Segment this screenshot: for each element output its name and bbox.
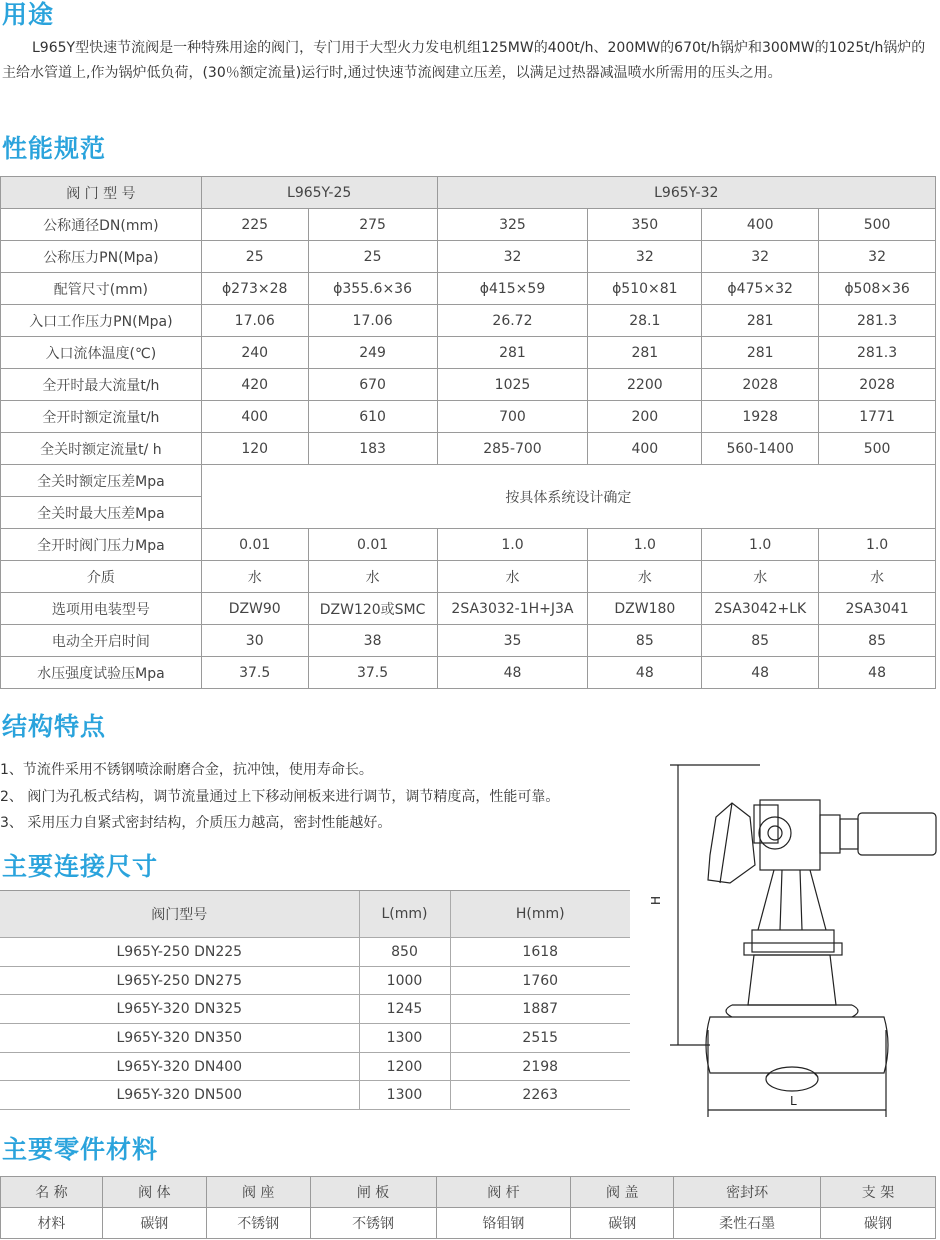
- conn-cell: L965Y-320 DN325: [0, 995, 359, 1024]
- conn-cell: L965Y-320 DN500: [0, 1081, 359, 1110]
- spec-row: [1, 401, 936, 433]
- spec-row: [1, 529, 936, 561]
- conn-header: H(mm): [450, 891, 630, 938]
- spec-cell: 500: [819, 209, 936, 241]
- spec-cell: 1928: [702, 401, 819, 433]
- spec-cell: 2028: [702, 369, 819, 401]
- feature-item: 1、节流件采用不锈钢喷涂耐磨合金，抗冲蚀，使用寿命长。: [0, 762, 373, 778]
- section-title-connection: 主要连接尺寸: [2, 852, 159, 881]
- spec-row-label: 全关时最大压差Mpa: [1, 497, 202, 529]
- spec-cell: 200: [588, 401, 702, 433]
- spec-cell: 32: [702, 241, 819, 273]
- conn-cell: 2263: [450, 1081, 630, 1110]
- spec-cell: 水: [702, 561, 819, 593]
- spec-row-label: 配管尺寸(mm): [1, 273, 202, 305]
- spec-row-label: 全关时额定流量t/ h: [1, 433, 202, 465]
- conn-header: L(mm): [359, 891, 450, 938]
- conn-cell: 1200: [359, 1052, 450, 1081]
- spec-cell: DZW180: [588, 593, 702, 625]
- spec-cell: 1025: [437, 369, 588, 401]
- spec-cell: 700: [437, 401, 588, 433]
- conn-row: [0, 1081, 630, 1110]
- spec-cell: 32: [819, 241, 936, 273]
- materials-header: 阀 座: [206, 1177, 310, 1208]
- spec-cell: 水: [308, 561, 437, 593]
- materials-header: 闸 板: [310, 1177, 436, 1208]
- conn-cell: 2515: [450, 1024, 630, 1053]
- spec-cell: 1.0: [588, 529, 702, 561]
- materials-cell: 不锈钢: [310, 1208, 436, 1239]
- spec-cell: ϕ273×28: [201, 273, 308, 305]
- spec-row: [1, 273, 936, 305]
- spec-row-label: 入口工作压力PN(Mpa): [1, 305, 202, 337]
- spec-cell: 281: [588, 337, 702, 369]
- spec-cell: 85: [588, 625, 702, 657]
- spec-cell: 2SA3032-1H+J3A: [437, 593, 588, 625]
- section-title-materials: 主要零件材料: [2, 1135, 159, 1164]
- spec-cell: 25: [308, 241, 437, 273]
- spec-cell: 0.01: [308, 529, 437, 561]
- spec-cell: 281: [437, 337, 588, 369]
- spec-cell: 500: [819, 433, 936, 465]
- spec-cell: 85: [702, 625, 819, 657]
- feature-item: 3、 采用压力自紧式密封结构，介质压力越高，密封性能越好。: [0, 815, 392, 831]
- materials-header-row: [1, 1177, 936, 1208]
- spec-row-label: 电动全开启时间: [1, 625, 202, 657]
- conn-cell: 1887: [450, 995, 630, 1024]
- spec-row-label: 公称压力PN(Mpa): [1, 241, 202, 273]
- usage-paragraph: L965Y型快速节流阀是一种特殊用途的阀门，专门用于大型火力发电机组125MW的400t/h、200MW的670t/h锅炉和300MW的1025t/h锅炉的主给水管道上,作为锅炉低负荷，(30％额定流量)运行时,通过快速节流阀建立压差，以满足过热器减温喷水所需用的压头之用。: [2, 40, 926, 81]
- spec-cell: 0.01: [201, 529, 308, 561]
- spec-row-label: 介质: [1, 561, 202, 593]
- spec-cell: 2SA3041: [819, 593, 936, 625]
- spec-cell: ϕ508×36: [819, 273, 936, 305]
- spec-cell: 285-700: [437, 433, 588, 465]
- spec-cell: ϕ510×81: [588, 273, 702, 305]
- spec-cell: 183: [308, 433, 437, 465]
- spec-cell: 2SA3042+LK: [702, 593, 819, 625]
- materials-header: 阀 杆: [436, 1177, 571, 1208]
- spec-row: [1, 369, 936, 401]
- materials-cell: 碳钢: [102, 1208, 206, 1239]
- spec-row-label: 公称通径DN(mm): [1, 209, 202, 241]
- spec-cell: ϕ355.6×36: [308, 273, 437, 305]
- spec-cell: 48: [819, 657, 936, 689]
- section-title-spec: 性能规范: [2, 134, 107, 163]
- conn-row: [0, 995, 630, 1024]
- conn-cell: L965Y-320 DN350: [0, 1024, 359, 1053]
- conn-row: [0, 1024, 630, 1053]
- spec-row: [1, 561, 936, 593]
- spec-cell: 610: [308, 401, 437, 433]
- spec-cell: 水: [201, 561, 308, 593]
- features-list: [0, 757, 559, 837]
- spec-cell: 240: [201, 337, 308, 369]
- spec-cell: 26.72: [437, 305, 588, 337]
- conn-row: [0, 966, 630, 995]
- conn-row: [0, 938, 630, 967]
- spec-row: [1, 625, 936, 657]
- spec-cell: 28.1: [588, 305, 702, 337]
- spec-cell: ϕ475×32: [702, 273, 819, 305]
- spec-cell: 670: [308, 369, 437, 401]
- spec-row-label: 全开时额定流量t/h: [1, 401, 202, 433]
- conn-header: 阀门型号: [0, 891, 359, 938]
- spec-cell: 120: [201, 433, 308, 465]
- spec-cell: 17.06: [201, 305, 308, 337]
- spec-model-b: L965Y-32: [437, 177, 935, 209]
- spec-row: [1, 209, 936, 241]
- materials-cell: 不锈钢: [206, 1208, 310, 1239]
- materials-cell: 材料: [1, 1208, 103, 1239]
- conn-row: [0, 1052, 630, 1081]
- materials-cell: 碳钢: [571, 1208, 674, 1239]
- spec-row: [1, 305, 936, 337]
- spec-cell: 48: [588, 657, 702, 689]
- conn-cell: 1000: [359, 966, 450, 995]
- spec-cell: 水: [819, 561, 936, 593]
- spec-cell: 37.5: [308, 657, 437, 689]
- spec-cell: 325: [437, 209, 588, 241]
- conn-cell: 1300: [359, 1081, 450, 1110]
- spec-table: [0, 176, 936, 689]
- spec-cell: 420: [201, 369, 308, 401]
- materials-header: 阀 盖: [571, 1177, 674, 1208]
- spec-cell: 1.0: [819, 529, 936, 561]
- materials-table: [0, 1176, 936, 1239]
- conn-header-row: [0, 891, 630, 938]
- feature-item: 2、 阀门为孔板式结构，调节流量通过上下移动闸板来进行调节，调节精度高，性能可靠。: [0, 788, 560, 805]
- conn-cell: L965Y-320 DN400: [0, 1052, 359, 1081]
- spec-row: [1, 593, 936, 625]
- spec-cell: 35: [437, 625, 588, 657]
- spec-cell: 275: [308, 209, 437, 241]
- section-title-features: 结构特点: [2, 712, 107, 741]
- spec-cell: 281.3: [819, 337, 936, 369]
- spec-cell: 1.0: [702, 529, 819, 561]
- conn-cell: 1618: [450, 938, 630, 967]
- spec-header-row: [1, 177, 936, 209]
- spec-cell: 37.5: [201, 657, 308, 689]
- spec-cell: 2028: [819, 369, 936, 401]
- spec-cell: 400: [588, 433, 702, 465]
- materials-header: 密封环: [674, 1177, 821, 1208]
- spec-row-label: 全开时最大流量t/h: [1, 369, 202, 401]
- spec-cell: 1771: [819, 401, 936, 433]
- spec-cell: 225: [201, 209, 308, 241]
- spec-cell: DZW120或SMC: [308, 593, 437, 625]
- materials-header: 阀 体: [102, 1177, 206, 1208]
- spec-cell: DZW90: [201, 593, 308, 625]
- spec-row-label: 全关时额定压差Mpa: [1, 465, 202, 497]
- spec-cell: 48: [702, 657, 819, 689]
- dimension-l-label: L: [790, 1094, 797, 1108]
- materials-value-row: [1, 1208, 936, 1239]
- connection-table: [0, 890, 630, 1110]
- spec-cell: 30: [201, 625, 308, 657]
- spec-cell: 281: [702, 337, 819, 369]
- spec-cell: 2200: [588, 369, 702, 401]
- spec-header-label: 阀 门 型 号: [1, 177, 202, 209]
- spec-row-label: 水压强度试验压Mpa: [1, 657, 202, 689]
- spec-row-label: 全开时阀门压力Mpa: [1, 529, 202, 561]
- spec-cell: 560-1400: [702, 433, 819, 465]
- spec-cell: ϕ415×59: [437, 273, 588, 305]
- materials-cell: 碳钢: [821, 1208, 936, 1239]
- conn-cell: L965Y-250 DN225: [0, 938, 359, 967]
- spec-cell: 350: [588, 209, 702, 241]
- spec-cell: 281.3: [819, 305, 936, 337]
- spec-row: [1, 241, 936, 273]
- spec-cell: 水: [437, 561, 588, 593]
- spec-cell: 17.06: [308, 305, 437, 337]
- conn-cell: 1245: [359, 995, 450, 1024]
- conn-cell: 2198: [450, 1052, 630, 1081]
- conn-cell: 850: [359, 938, 450, 967]
- spec-row-label: 选项用电装型号: [1, 593, 202, 625]
- materials-header: 名 称: [1, 1177, 103, 1208]
- spec-cell: 48: [437, 657, 588, 689]
- spec-cell: 32: [437, 241, 588, 273]
- conn-cell: L965Y-250 DN275: [0, 966, 359, 995]
- spec-cell: 400: [702, 209, 819, 241]
- spec-cell: 400: [201, 401, 308, 433]
- materials-header: 支 架: [821, 1177, 936, 1208]
- spec-row-label: 入口流体温度(℃): [1, 337, 202, 369]
- spec-cell: 32: [588, 241, 702, 273]
- materials-cell: 柔性石墨: [674, 1208, 821, 1239]
- spec-cell: 1.0: [437, 529, 588, 561]
- spec-merged-value: 按具体系统设计确定: [201, 465, 935, 529]
- spec-row: [1, 657, 936, 689]
- spec-cell: 85: [819, 625, 936, 657]
- spec-row: [1, 433, 936, 465]
- spec-cell: 水: [588, 561, 702, 593]
- spec-cell: 25: [201, 241, 308, 273]
- dimension-h-label: H: [649, 895, 663, 905]
- section-title-usage: 用途: [2, 0, 55, 29]
- conn-cell: 1760: [450, 966, 630, 995]
- materials-cell: 铬钼钢: [436, 1208, 571, 1239]
- valve-drawing: [640, 755, 940, 1125]
- spec-merged-row: [1, 465, 936, 497]
- spec-row: [1, 337, 936, 369]
- spec-cell: 249: [308, 337, 437, 369]
- spec-cell: 281: [702, 305, 819, 337]
- conn-cell: 1300: [359, 1024, 450, 1053]
- spec-cell: 38: [308, 625, 437, 657]
- spec-model-a: L965Y-25: [201, 177, 437, 209]
